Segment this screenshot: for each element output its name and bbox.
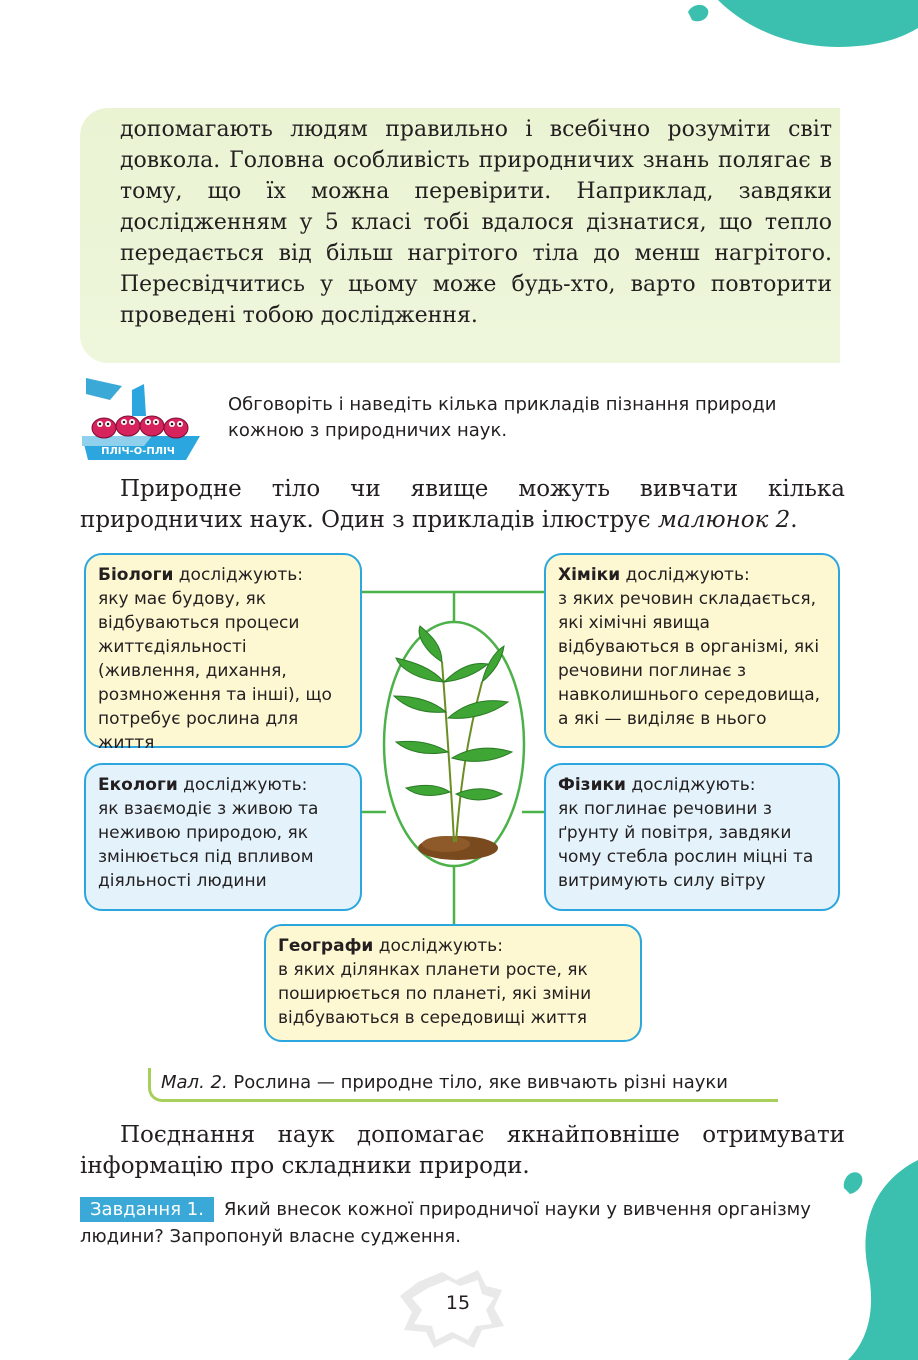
card-physics-body: як поглинає речовини з ґрунту й повітря, завдяки чому стебла рослин міцні та витримують силу вітру <box>558 799 814 891</box>
paragraph-1-text: Природне тіло чи явище можуть вивчати кілька природничих наук. Один з прикладів ілюструє <box>80 476 845 533</box>
card-physics-title: Фізики <box>558 775 626 795</box>
page-number: 15 <box>445 1292 471 1314</box>
figure-caption-text: Рослина — природне тіло, яке вивчають різні науки <box>227 1072 728 1093</box>
pair-work-text: Обговоріть і наведіть кілька прикладів пізнання природи кожною з природничих наук. <box>228 394 777 441</box>
card-chemistry: Хіміки досліджують: з яких речовин складається, які хімічні явища відбуваються в організмі, які речовини поглинає з навколишнього середовища, а які — виділяє в нього <box>544 553 840 748</box>
card-physics: Фізики досліджують: як поглинає речовини з ґрунту й повітря, завдяки чому стебла рослин міцні та витримують силу вітру <box>544 763 840 911</box>
card-biology: Біологи досліджують: яку має будову, як відбуваються процеси життєдіяльності (живлення, дихання, розмноження та інші), що потребує рослина для життя <box>84 553 362 748</box>
plant-illustration <box>386 622 522 866</box>
card-ecology: Екологи досліджують: як взаємодіє з живою та неживою природою, як змінюється під впливом діяльності людини <box>84 763 362 911</box>
card-biology-body: яку має будову, як відбуваються процеси життєдіяльності (живлення, дихання, розмноження та інші), що потребує рослина для життя <box>98 589 332 753</box>
paragraph-2-text: Поєднання наук допомагає якнайповніше отримувати інформацію про складники природи. <box>80 1122 845 1179</box>
figure-reference: малюнок 2 <box>657 507 791 533</box>
task-text: Який внесок кожної природничої науки у вивчення організму людини? Запропонуй власне судження. <box>80 1199 811 1247</box>
paragraph-1: Природне тіло чи явище можуть вивчати кілька природничих наук. Один з прикладів ілюструє малюнок 2. <box>80 476 845 533</box>
pair-work-label: ПЛІЧ-О-ПЛІЧ <box>101 446 175 457</box>
card-biology-title: Біологи <box>98 565 174 585</box>
figure-caption <box>148 1068 778 1102</box>
card-geography-title: Географи <box>278 936 374 956</box>
card-chemistry-title: Хіміки <box>558 565 621 585</box>
info-box-text: допомагають людям правильно і всебічно розуміти світ довкола. Головна особливість природничих знань полягає в тому, що їх можна перевірити. Наприклад, завдяки дослідженням у 5 класі тобі вдалося дізнатися, що тепло передається від більш нагрітого тіла до менш нагрітого. Пересвідчитись у цьому може будь-хто, варто повторити проведені тобою дослідження. <box>120 117 832 328</box>
figure-caption-label: Мал. 2. <box>161 1072 228 1093</box>
task-1 <box>80 1196 848 1250</box>
card-geography: Географи досліджують: в яких ділянках планети росте, як поширюється по планеті, які зміни відбуваються в середовищі життя <box>264 924 642 1042</box>
card-chemistry-body: з яких речовин складається, які хімічні явища відбуваються в організмі, які речовини поглинає з навколишнього середовища, а які — виділяє в нього <box>558 589 821 729</box>
card-ecology-body: як взаємодіє з живою та неживою природою, як змінюється під впливом діяльності людини <box>98 799 319 891</box>
card-ecology-title: Екологи <box>98 775 178 795</box>
paragraph-2 <box>80 1120 845 1182</box>
card-geography-body: в яких ділянках планети росте, як поширюється по планеті, які зміни відбуваються в середовищі життя <box>278 960 592 1028</box>
task-label: Завдання 1. <box>80 1197 214 1222</box>
corner-decoration-top <box>678 0 918 60</box>
pair-work-icon <box>82 376 200 460</box>
corner-decoration-bottom <box>838 1160 918 1360</box>
